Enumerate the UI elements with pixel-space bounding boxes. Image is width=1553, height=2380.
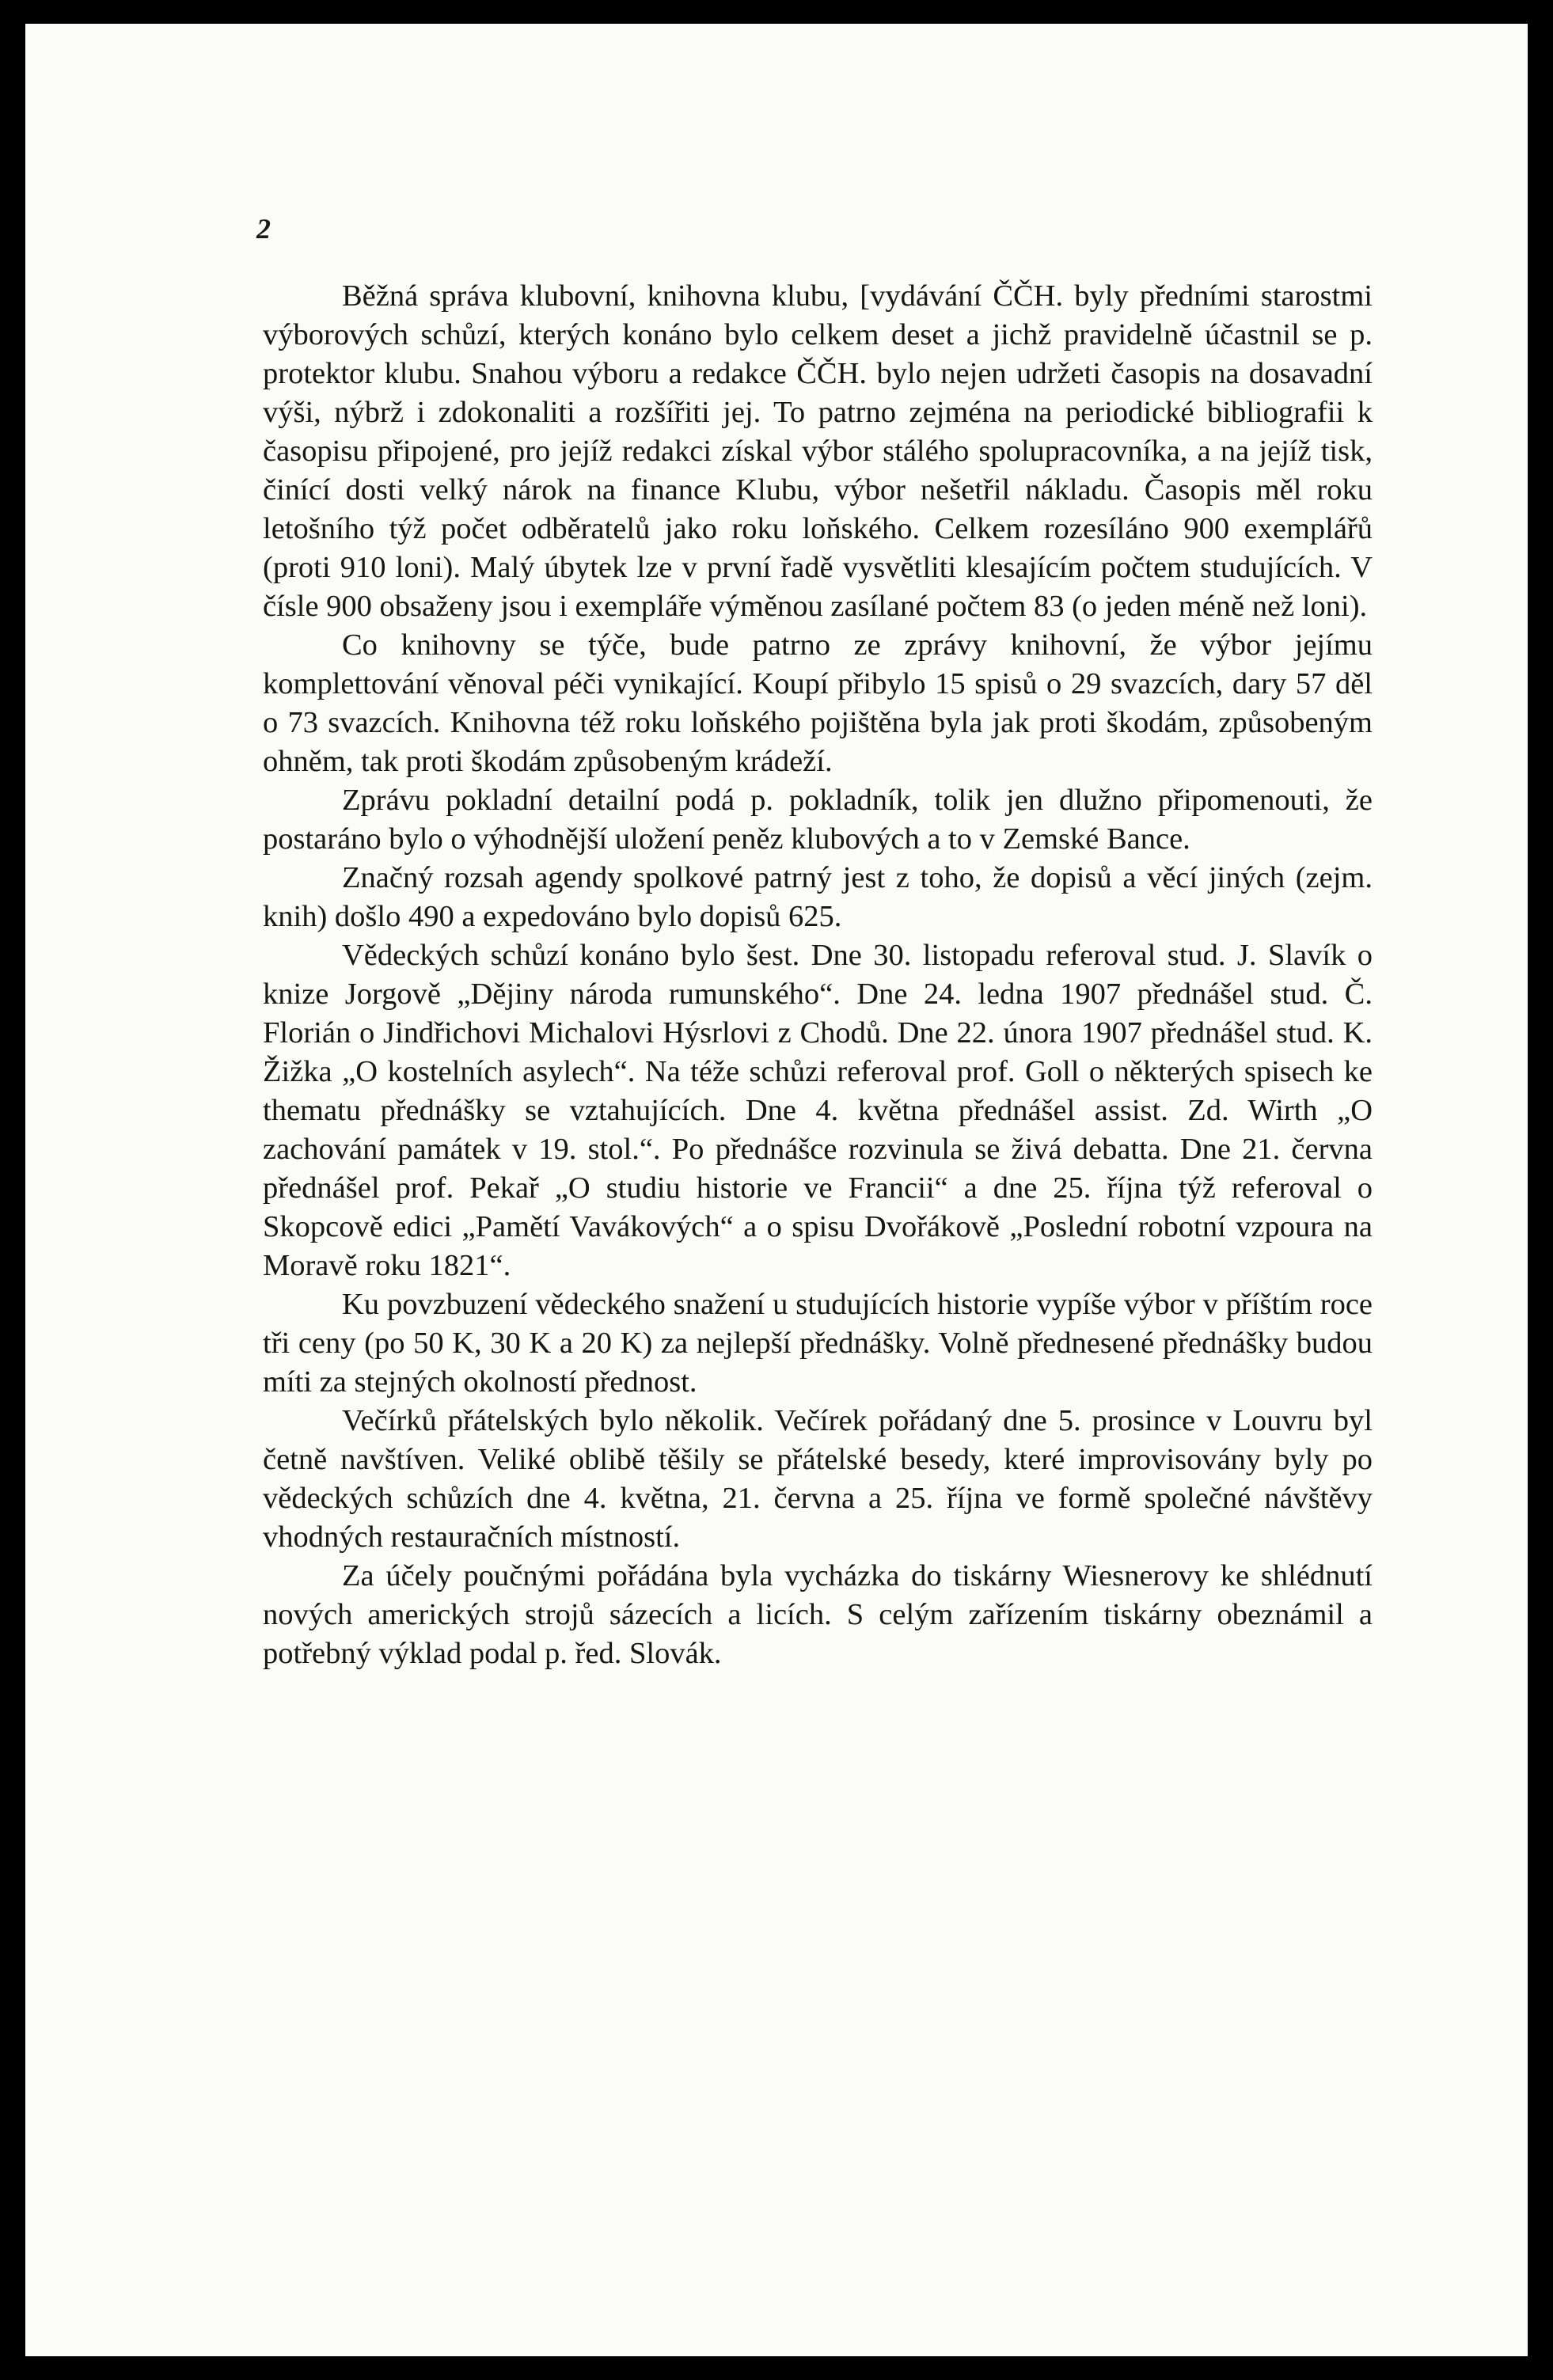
paragraph-5: Vědeckých schůzí konáno bylo šest. Dne 30. listopadu referoval stud. J. Slavík o knize Jorgově „Dějiny národa rumunského“. Dne 24. ledna 1907 přednášel stud. Č. Florián o Jindřichovi Michalovi Hýsrlovi z Chodů. Dne 22. února 1907 přednášel stud. K. Žižka „O kostelních asylech“. Na téže schůzi referoval prof. Goll o některých spisech ke thematu přednášky se vztahujících. Dne 4. května přednášel assist. Zd. Wirth „O zachování památek v 19. stol.“. Po přednášce rozvinula se živá debatta. Dne 21. června přednášel prof. Pekař „O studiu historie ve Francii“ a dne 25. října týž referoval o Skopcově edici „Pamětí Vavákových“ a o spisu Dvořákově „Poslední robotní vzpoura na Moravě roku 1821“. <box>263 939 1373 1282</box>
paragraph-7: Večírků přátelských bylo několik. Večírek pořádaný dne 5. prosince v Louvru byl četně navštíven. Veliké oblibě těšily se přátelské besedy, které improvisovány byly po vědeckých schůzích dne 4. května, 21. června a 25. října ve formě společné návštěvy vhodných restauračních místností. <box>263 1404 1373 1554</box>
paragraph-3: Zprávu pokladní detailní podá p. pokladník, tolik jen dlužno připomenouti, že postaráno bylo o výhodnější uložení peněz klubových a to v Zemské Bance. <box>263 784 1373 856</box>
page-number: 2 <box>256 213 271 245</box>
paragraph-6: Ku povzbuzení vědeckého snažení u studujících historie vypíše výbor v příštím roce tři ceny (po 50 K, 30 K a 20 K) za nejlepší přednášky. Volně přednesené přednášky budou míti za stejných okolností přednost. <box>263 1288 1373 1399</box>
paragraph-4: Značný rozsah agendy spolkové patrný jest z toho, že dopisů a věcí jiných (zejm. knih) došlo 490 a expedováno bylo dopisů 625. <box>263 861 1373 933</box>
body-text <box>263 277 1373 1673</box>
paragraph-2: Co knihovny se týče, bude patrno ze zprávy knihovní, že výbor jejímu komplettování věnoval péči vynikající. Koupí přibylo 15 spisů o 29 svazcích, dary 57 děl o 73 svazcích. Knihovna též roku loňského pojištěna byla jak proti škodám, způsobeným ohněm, tak proti škodám způsobeným krádeží. <box>263 628 1373 778</box>
paragraph-8: Za účely poučnými pořádána byla vycházka do tiskárny Wiesnerovy ke shlédnutí nových amerických strojů sázecích a licích. S celým zařízením tiskárny obeznámil a potřebný výklad podal p. řed. Slovák. <box>263 1559 1373 1670</box>
paragraph-1: Běžná správa klubovní, knihovna klubu, [vydávání ČČH. byly předními starostmi výborových schůzí, kterých konáno bylo celkem deset a jichž pravidelně účastnil se p. protektor klubu. Snahou výboru a redakce ČČH. bylo nejen udržeti časopis na dosavadní výši, nýbrž i zdokonaliti a rozšířiti jej. To patrno zejména na periodické bibliografii k časopisu připojené, pro jejíž redakci získal výbor stálého spolupracovníka, a na jejíž tisk, činící dosti velký nárok na finance Klubu, výbor nešetřil nákladu. Časopis měl roku letošního týž počet odběratelů jako roku loňského. Celkem rozesíláno 900 exemplářů (proti 910 loni). Malý úbytek lze v první řadě vysvětliti klesajícím počtem studujících. V čísle 900 obsaženy jsou i exempláře výměnou zasílané počtem 83 (o jeden méně než loni). <box>263 279 1373 623</box>
